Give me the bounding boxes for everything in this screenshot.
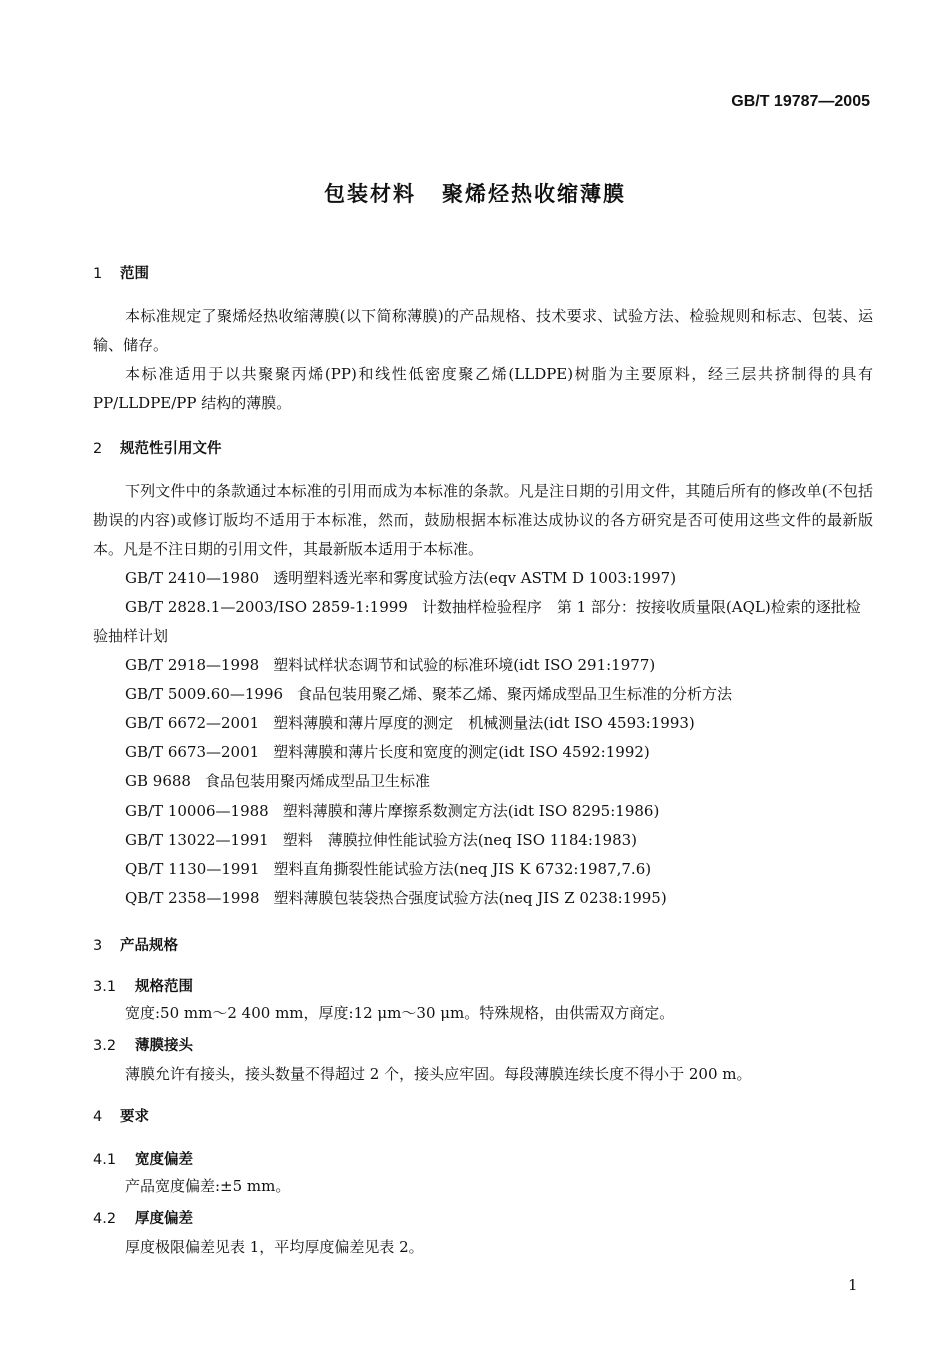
- reference-title: 食品包装用聚乙烯、聚苯乙烯、聚丙烯成型品卫生标准的分析方法: [297, 685, 733, 703]
- reference-title: 塑料试样状态调节和试验的标准环境(idt ISO 291:1977): [273, 656, 656, 674]
- reference-item: [93, 884, 905, 913]
- subsection-title: 薄膜接头: [135, 1038, 193, 1054]
- reference-title: 塑料薄膜和薄片厚度的测定 机械测量法(idt ISO 4593:1993): [273, 714, 695, 732]
- reference-item: [93, 680, 905, 709]
- reference-code: GB 9688: [125, 772, 191, 790]
- reference-code: GB/T 6672—2001: [125, 714, 260, 732]
- reference-title: 塑料薄膜包装袋热合强度试验方法(neq JIS Z 0238:1995): [273, 889, 667, 907]
- section-number: 3: [93, 938, 103, 954]
- section-title: 产品规格: [120, 938, 178, 954]
- reference-item: [93, 564, 905, 593]
- section-4-heading: [93, 1105, 873, 1126]
- subsection-3-2-text: 薄膜允许有接头，接头数量不得超过 2 个，接头应牢固。每段薄膜连续长度不得小于 200 m。: [125, 1065, 752, 1083]
- subsection-3-1-text: 宽度:50 mm～2 400 mm，厚度:12 μm～30 μm。特殊规格，由供需双方商定。: [125, 1004, 675, 1022]
- reference-item: [93, 738, 905, 767]
- subsection-number: 3.1: [93, 979, 117, 995]
- subsection-4-1-heading: [93, 1148, 873, 1169]
- subsection-number: 4.2: [93, 1211, 117, 1227]
- subsection-3-1-heading: [93, 975, 873, 996]
- reference-title: 食品包装用聚丙烯成型品卫生标准: [204, 772, 430, 790]
- section-title: 要求: [120, 1109, 149, 1125]
- reference-item: [93, 651, 905, 680]
- reference-item: [93, 797, 905, 826]
- reference-item: [93, 593, 873, 651]
- subsection-title: 厚度偏差: [135, 1211, 193, 1227]
- section-1-paragraph-2: 本标准适用于以共聚聚丙烯(PP)和线性低密度聚乙烯(LLDPE)树脂为主要原料，经三层共挤制得的具有 PP/LLDPE/PP 结构的薄膜。: [93, 365, 873, 412]
- section-2-heading: [93, 437, 873, 458]
- reference-code: GB/T 6673—2001: [125, 743, 260, 761]
- reference-code: GB/T 13022—1991: [125, 831, 269, 849]
- document-title: [0, 178, 950, 208]
- subsection-number: 3.2: [93, 1038, 117, 1054]
- reference-item: [93, 709, 905, 738]
- reference-code: QB/T 1130—1991: [125, 860, 260, 878]
- reference-item: [93, 855, 905, 884]
- title-part-2: 聚烯烃热收缩薄膜: [442, 182, 626, 206]
- subsection-title: 规格范围: [135, 979, 193, 995]
- subsection-4-2-text: 厚度极限偏差见表 1，平均厚度偏差见表 2。: [125, 1238, 424, 1256]
- standard-code: GB/T 19787—2005: [731, 93, 870, 110]
- reference-code: QB/T 2358—1998: [125, 889, 260, 907]
- subsection-4-1-text: 产品宽度偏差:±5 mm。: [125, 1177, 291, 1195]
- section-1-heading: [93, 262, 873, 283]
- section-3-heading: [93, 934, 873, 955]
- reference-title: 塑料直角撕裂性能试验方法(neq JIS K 6732:1987,7.6): [273, 860, 652, 878]
- reference-item: [93, 826, 905, 855]
- reference-title: 透明塑料透光率和雾度试验方法(eqv ASTM D 1003:1997): [273, 569, 677, 587]
- reference-code: GB/T 2828.1—2003/ISO 2859-1:1999: [125, 598, 408, 616]
- reference-item: [93, 767, 905, 796]
- reference-code: GB/T 10006—1988: [125, 802, 269, 820]
- page-number: 1: [848, 1276, 858, 1294]
- reference-title: 塑料薄膜和薄片长度和宽度的测定(idt ISO 4592:1992): [273, 743, 650, 761]
- section-number: 1: [93, 266, 103, 282]
- section-1-paragraph-1: 本标准规定了聚烯烃热收缩薄膜(以下简称薄膜)的产品规格、技术要求、试验方法、检验规则和标志、包装、运输、储存。: [93, 307, 873, 354]
- section-number: 2: [93, 441, 103, 457]
- title-part-1: 包装材料: [324, 182, 416, 206]
- section-title: 范围: [120, 266, 149, 282]
- section-2-intro: 下列文件中的条款通过本标准的引用而成为本标准的条款。凡是注日期的引用文件，其随后所有的修改单(不包括勘误的内容)或修订版均不适用于本标准，然而，鼓励根据本标准达成协议的各方研究是否可使用这些文件的最新版本。凡是不注日期的引用文件，其最新版本适用于本标准。: [93, 482, 873, 558]
- reference-code: GB/T 2918—1998: [125, 656, 260, 674]
- subsection-title: 宽度偏差: [135, 1152, 193, 1168]
- subsection-3-2-heading: [93, 1034, 873, 1055]
- section-number: 4: [93, 1109, 103, 1125]
- section-title: 规范性引用文件: [120, 441, 222, 457]
- reference-title: 塑料 薄膜拉伸性能试验方法(neq ISO 1184:1983): [282, 831, 638, 849]
- reference-code: GB/T 5009.60—1996: [125, 685, 284, 703]
- subsection-number: 4.1: [93, 1152, 117, 1168]
- subsection-4-2-heading: [93, 1207, 873, 1228]
- reference-code: GB/T 2410—1980: [125, 569, 260, 587]
- reference-title: 塑料薄膜和薄片摩擦系数测定方法(idt ISO 8295:1986): [282, 802, 660, 820]
- reference-title: 计数抽样检验程序 第 1 部分：按接收质量限(AQL)检索的逐批检验抽样计划: [93, 598, 861, 645]
